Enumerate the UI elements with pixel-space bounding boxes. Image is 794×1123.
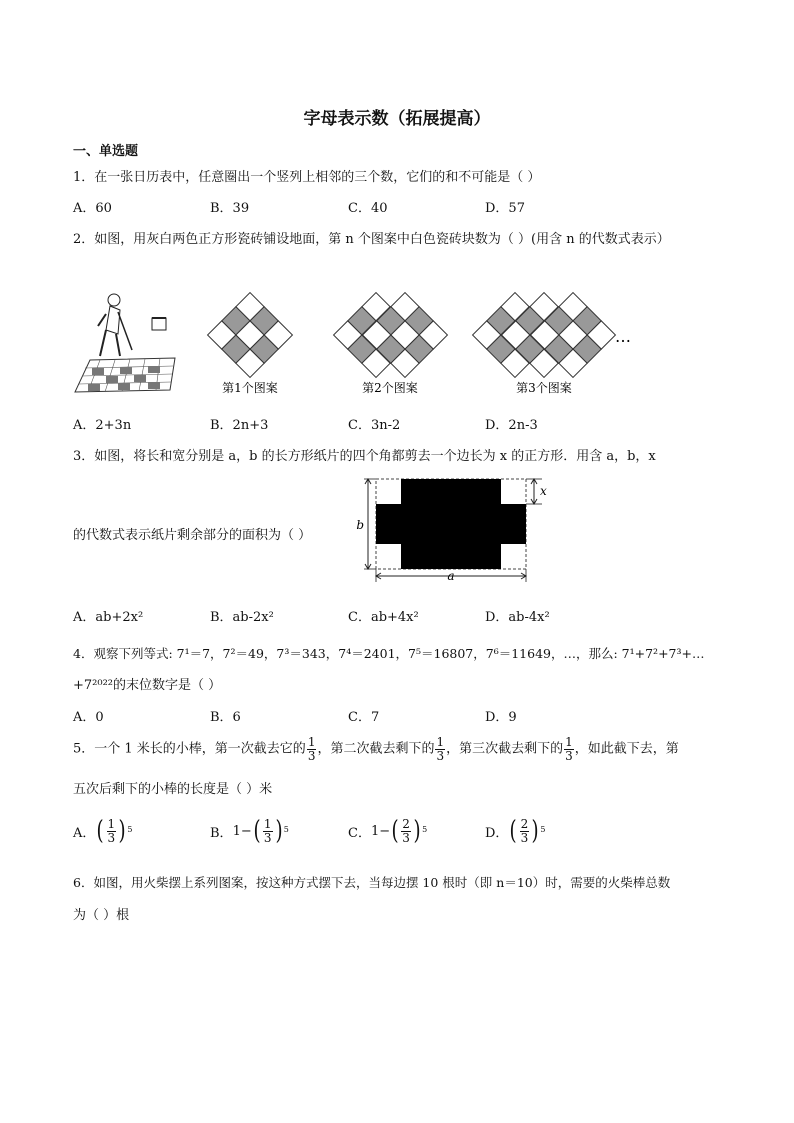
q2-option-b[interactable]: B．2n+3 [210, 418, 269, 433]
q2-option-a[interactable]: A．2+3n [73, 418, 132, 433]
q5-option-c[interactable]: C． 1− ( $\frac{2}{3}$ ) 5 [348, 816, 428, 847]
question-3-stem-line-1: 3．如图，将长和宽分别是 a，b 的长方形纸片的四个角都剪去一个边长为 x 的正方形．用含 a，b，x [73, 449, 656, 464]
q5-option-d[interactable]: D． ( $\frac{2}{3}$ ) 5 [485, 816, 546, 847]
pattern-ellipsis: … [615, 327, 631, 346]
q3-cutout-figure [350, 472, 560, 587]
q1-option-a[interactable]: A．60 [73, 201, 112, 216]
question-1-stem: 1．在一张日历表中，任意圈出一个竖列上相邻的三个数，它们的和不可能是（ ） [73, 170, 541, 185]
page-title: 字母表示数（拓展提高） [303, 109, 491, 129]
q1-option-d[interactable]: D．57 [485, 201, 525, 216]
q5-fraction-3: $\frac{1}{3}$ [565, 735, 573, 763]
remaining-paper [376, 479, 526, 569]
q3-option-c[interactable]: C．ab+4x² [348, 610, 419, 625]
label-b: b [356, 518, 364, 532]
question-6-stem-line-1: 6．如图，用火柴摆上系列图案，按这种方式摆下去，当每边摆 10 根时（即 n＝10）时，需要的火柴棒总数 [73, 875, 671, 890]
section-heading: 一、单选题 [73, 144, 139, 159]
q5-stem-part-1: 5．一个 1 米长的小棒，第一次截去它的 [73, 741, 306, 757]
q3-option-d[interactable]: D．ab-4x² [485, 610, 550, 625]
q2-option-d[interactable]: D．2n-3 [485, 418, 538, 433]
q3-option-a[interactable]: A．ab+2x² [73, 610, 144, 625]
q2-option-c[interactable]: C．3n-2 [348, 418, 401, 433]
q5-fraction-2: $\frac{1}{3}$ [436, 735, 445, 763]
q5-stem-part-3: ，第三次截去剩下的 [446, 741, 564, 757]
q3-option-b[interactable]: B．ab-2x² [210, 610, 274, 625]
q5-option-b[interactable]: B． 1− ( $\frac{1}{3}$ ) 5 [210, 816, 289, 847]
q4-option-a[interactable]: A．0 [73, 710, 104, 725]
tile-pattern-1 [208, 293, 293, 378]
question-3-stem-line-2: 的代数式表示纸片剩余部分的面积为（ ） [73, 528, 312, 543]
label-a: a [447, 569, 455, 583]
q5-fraction-1: $\frac{1}{3}$ [307, 735, 316, 763]
question-2-stem: 2．如图，用灰白两色正方形瓷砖铺设地面，第 n 个图案中白色瓷砖块数为（ ）(用含 n 的代数式表示） [73, 232, 670, 247]
question-5-stem-line-2: 五次后剩下的小棒的长度是（ ）米 [73, 782, 273, 797]
q5-stem-part-2: ，第二次截去剩下的 [317, 741, 435, 757]
q2-tile-figures [70, 290, 710, 400]
q4-option-d[interactable]: D．9 [485, 710, 517, 725]
caption-pattern-3: 第3个图案 [516, 381, 572, 395]
worker-illustration [75, 294, 175, 392]
question-4-stem-line-2: +7²⁰²²的末位数字是（ ） [73, 678, 222, 693]
q1-option-b[interactable]: B．39 [210, 201, 250, 216]
question-5-stem-line-1 [73, 736, 679, 762]
q4-option-b[interactable]: B．6 [210, 710, 241, 725]
q4-option-c[interactable]: C．7 [348, 710, 380, 725]
tile-pattern-3 [473, 293, 616, 378]
caption-pattern-2: 第2个图案 [362, 381, 418, 395]
question-4-stem-line-1: 4．观察下列等式: 7¹＝7，7²＝49，7³＝343，7⁴＝2401，7⁵＝16807，7⁶＝11649，…，那么: 7¹+7²+7³+… [73, 646, 705, 661]
q5-option-a[interactable]: A． ( $\frac{1}{3}$ ) 5 [73, 816, 133, 847]
q5-stem-part-4: ，如此截下去，第 [574, 741, 679, 757]
label-x: x [540, 484, 547, 498]
caption-pattern-1: 第1个图案 [222, 381, 278, 395]
question-6-stem-line-2: 为（ ）根 [73, 908, 130, 923]
q1-option-c[interactable]: C．40 [348, 201, 388, 216]
